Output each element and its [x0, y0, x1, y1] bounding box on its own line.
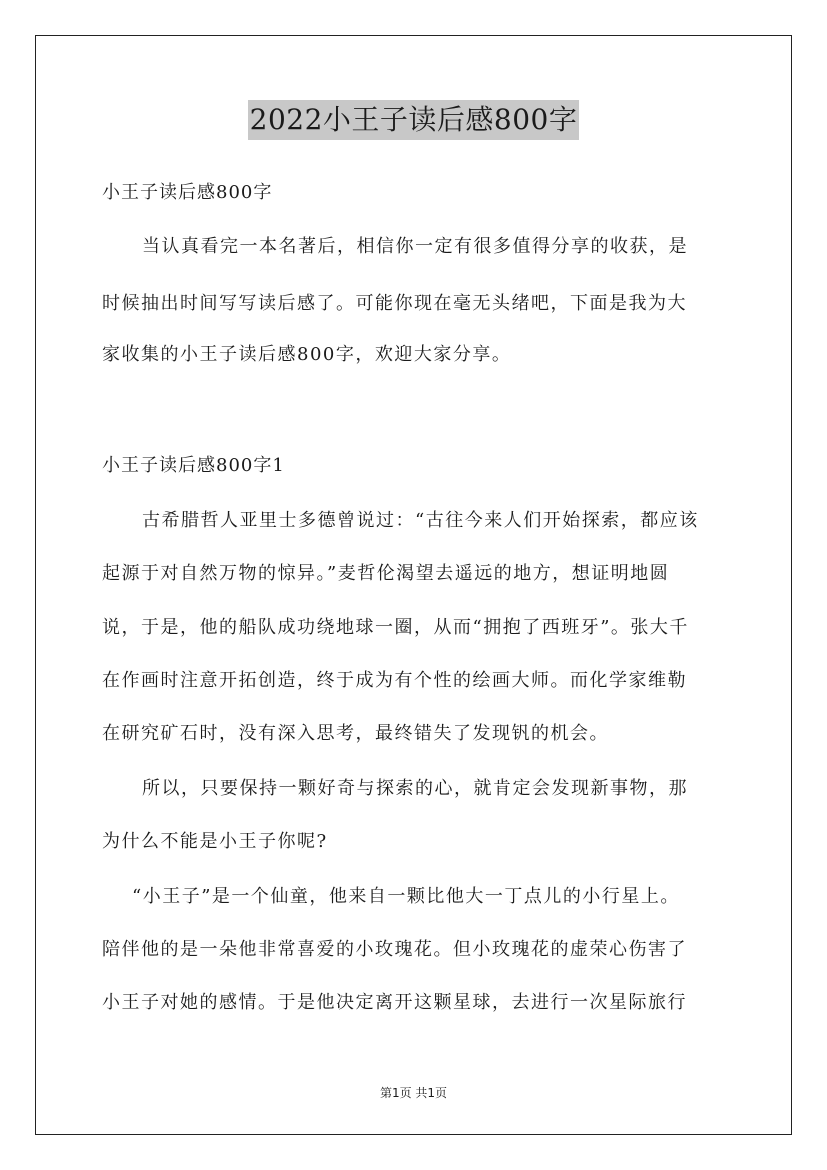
paragraph3-line-3: 小王子对她的感情。于是他决定离开这颗星球，去进行一次星际旅行 [102, 992, 687, 1013]
paragraph1-line-4: 在作画时注意开拓创造，终于成为有个性的绘画大师。而化学家维勒 [102, 670, 687, 691]
paragraph1-line-3: 说，于是，他的船队成功绕地球一圈，从而“拥抱了西班牙”。张大千 [102, 617, 689, 638]
section-heading: 小王子读后感800字1 [102, 455, 285, 476]
page-footer: 第1页 共1页 [379, 1086, 448, 1100]
document-title: 2022小王子读后感800字 [248, 100, 580, 140]
intro-line-1: 当认真看完一本名著后，相信你一定有很多值得分享的收获，是 [142, 236, 688, 257]
paragraph2-line-2: 为什么不能是小王子你呢? [102, 831, 328, 852]
paragraph3-line-1: “小王子”是一个仙童，他来自一颗比他大一丁点儿的小行星上。 [132, 886, 680, 907]
paragraph2-line-1: 所以，只要保持一颗好奇与探索的心，就肯定会发现新事物，那 [142, 778, 688, 799]
paragraph1-line-1: 古希腊哲人亚里士多德曾说过：“古往今来人们开始探索，都应该 [142, 510, 699, 531]
intro-line-2: 时候抽出时间写写读后感了。可能你现在毫无头绪吧，下面是我为大 [102, 293, 687, 314]
intro-line-3: 家收集的小王子读后感800字，欢迎大家分享。 [102, 344, 512, 365]
document-subtitle: 小王子读后感800字 [102, 182, 273, 203]
paragraph3-line-2: 陪伴他的是一朵他非常喜爱的小玫瑰花。但小玫瑰花的虚荣心伤害了 [102, 939, 687, 960]
paragraph1-line-5: 在研究矿石时，没有深入思考，最终错失了发现钒的机会。 [102, 723, 609, 744]
paragraph1-line-2: 起源于对自然万物的惊异。”麦哲伦渴望去遥远的地方，想证明地圆 [102, 563, 670, 584]
title-container [0, 100, 827, 140]
